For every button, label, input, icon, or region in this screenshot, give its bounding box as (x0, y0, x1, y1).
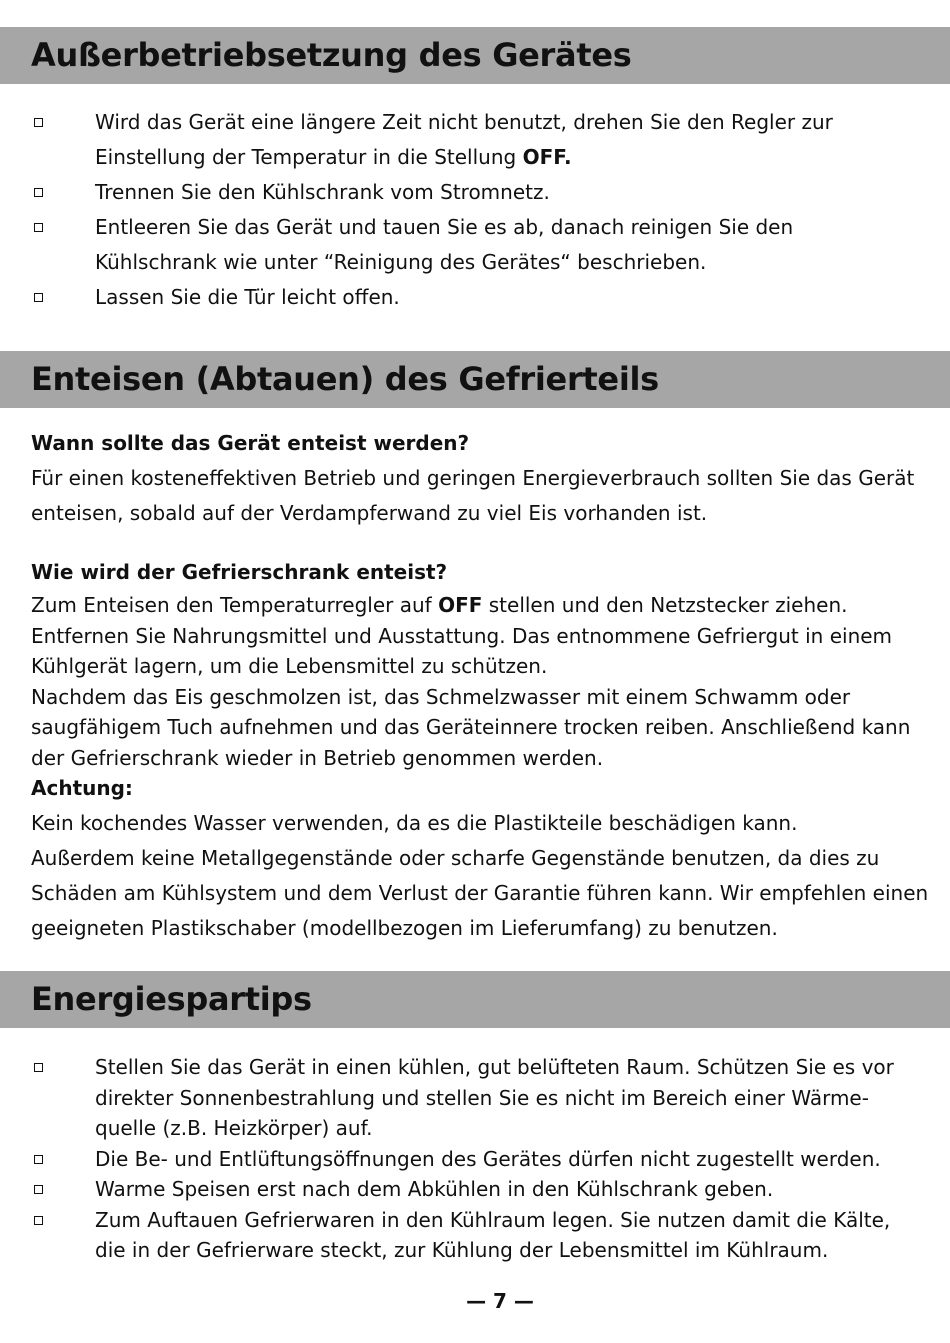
list-item-text: Die Be- und Entlüftungsöffnungen des Gerätes dürfen nicht zugestellt werden. (95, 1146, 881, 1171)
warning-text-boiling-water: Kein kochendes Wasser verwenden, da es die Plastikteile beschädigen kann. (31, 810, 798, 835)
list-item-text: Trennen Sie den Kühlschrank vom Stromnetz. (95, 180, 550, 204)
section-title: Enteisen (Abtauen) des Gefrierteils (31, 360, 659, 398)
list-item-text: Wird das Gerät eine längere Zeit nicht benutzt, drehen Sie den Regler zur Einstellung der Temperatur in die Stellung (95, 110, 833, 169)
checkbox-bullet-icon (34, 1216, 43, 1225)
list-item (0, 105, 950, 175)
section-title: Außerbetriebsetzung des Gerätes (31, 36, 632, 74)
answer-when-defrost: Für einen kosteneffektiven Betrieb und geringen Energieverbrauch sollten Sie das Gerät enteisen, sobald auf der Verdampferwand zu viel Eis vorhanden ist. (31, 466, 915, 525)
answer-how-text-pre: Zum Enteisen den Temperaturregler auf (31, 593, 439, 617)
list-item (0, 1144, 950, 1175)
answer-how-defrost (31, 590, 931, 682)
question-when-defrost: Wann sollte das Gerät enteist werden? (31, 431, 470, 455)
checkbox-bullet-icon (34, 118, 43, 127)
list-item-text: Stellen Sie das Gerät in einen kühlen, gut belüfteten Raum. Schützen Sie es vor direkter Sonnenbestrahlung und stellen Sie es nicht im Bereich einer Wärme-quelle (z.B. Heizkörper) auf. (95, 1055, 894, 1140)
list-item-text: Warme Speisen erst nach dem Abkühlen in den Kühlschrank geben. (95, 1177, 774, 1201)
bullet-list-ausserbetriebsetzung (0, 105, 950, 315)
list-item-text: Zum Auftauen Gefrierwaren in den Kühlraum legen. Sie nutzen damit die Kälte, die in der Gefrierware steckt, zur Kühlung der Lebensmittel im Kühlraum. (95, 1207, 891, 1262)
section-header-enteisen (0, 351, 950, 408)
answer-how-text-post: stellen und den Netzstecker ziehen. Entfernen Sie Nahrungsmittel und Ausstattung. Das entnommene Gefriergut in einem Kühlgerät lagern, um die Lebensmittel zu schützen. (31, 593, 893, 678)
checkbox-bullet-icon (34, 1063, 43, 1072)
list-item-text: Entleeren Sie das Gerät und tauen Sie es ab, danach reinigen Sie den Kühlschrank wie unter “Reinigung des Gerätes“ beschrieben. (95, 215, 794, 274)
checkbox-bullet-icon (34, 1155, 43, 1164)
list-item (0, 175, 950, 210)
checkbox-bullet-icon (34, 223, 43, 232)
list-item-text: Lassen Sie die Tür leicht offen. (95, 285, 400, 309)
answer-how-bold-off: OFF (438, 593, 483, 617)
list-item (0, 1174, 950, 1205)
list-item (0, 280, 950, 315)
checkbox-bullet-icon (34, 1185, 43, 1194)
faq-when-block (31, 426, 931, 531)
answer-after-melting: Nachdem das Eis geschmolzen ist, das Schmelzwasser mit einem Schwamm oder saugfähigem Tuch aufnehmen und das Geräteinnere trocken reiben. Anschließend kann der Gefrierschrank wieder in Betrieb genommen werden. (31, 684, 911, 770)
section-title: Energiespartips (31, 980, 312, 1018)
list-item-bold-text: OFF. (522, 145, 572, 169)
list-item (0, 1052, 950, 1144)
checkbox-bullet-icon (34, 293, 43, 302)
warning-label: Achtung: (31, 776, 133, 800)
page-number: — 7 — (466, 1289, 534, 1313)
list-item (0, 1205, 950, 1266)
section-header-ausserbetriebsetzung (0, 27, 950, 84)
warning-text-metal-objects: Außerdem keine Metallgegenstände oder scharfe Gegenstände benutzen, da dies zu Schäden am Kühlsystem und dem Verlust der Garantie führen kann. Wir empfehlen einen geeigneten Plastikschaber (modellbezogen im Lieferumfang) zu benutzen. (31, 845, 929, 940)
faq-how-block (31, 555, 931, 946)
question-how-defrost: Wie wird der Gefrierschrank enteist? (31, 560, 448, 584)
bullet-list-energiespartips (0, 1052, 950, 1266)
checkbox-bullet-icon (34, 188, 43, 197)
section-header-energiespartips (0, 971, 950, 1028)
list-item (0, 210, 950, 280)
